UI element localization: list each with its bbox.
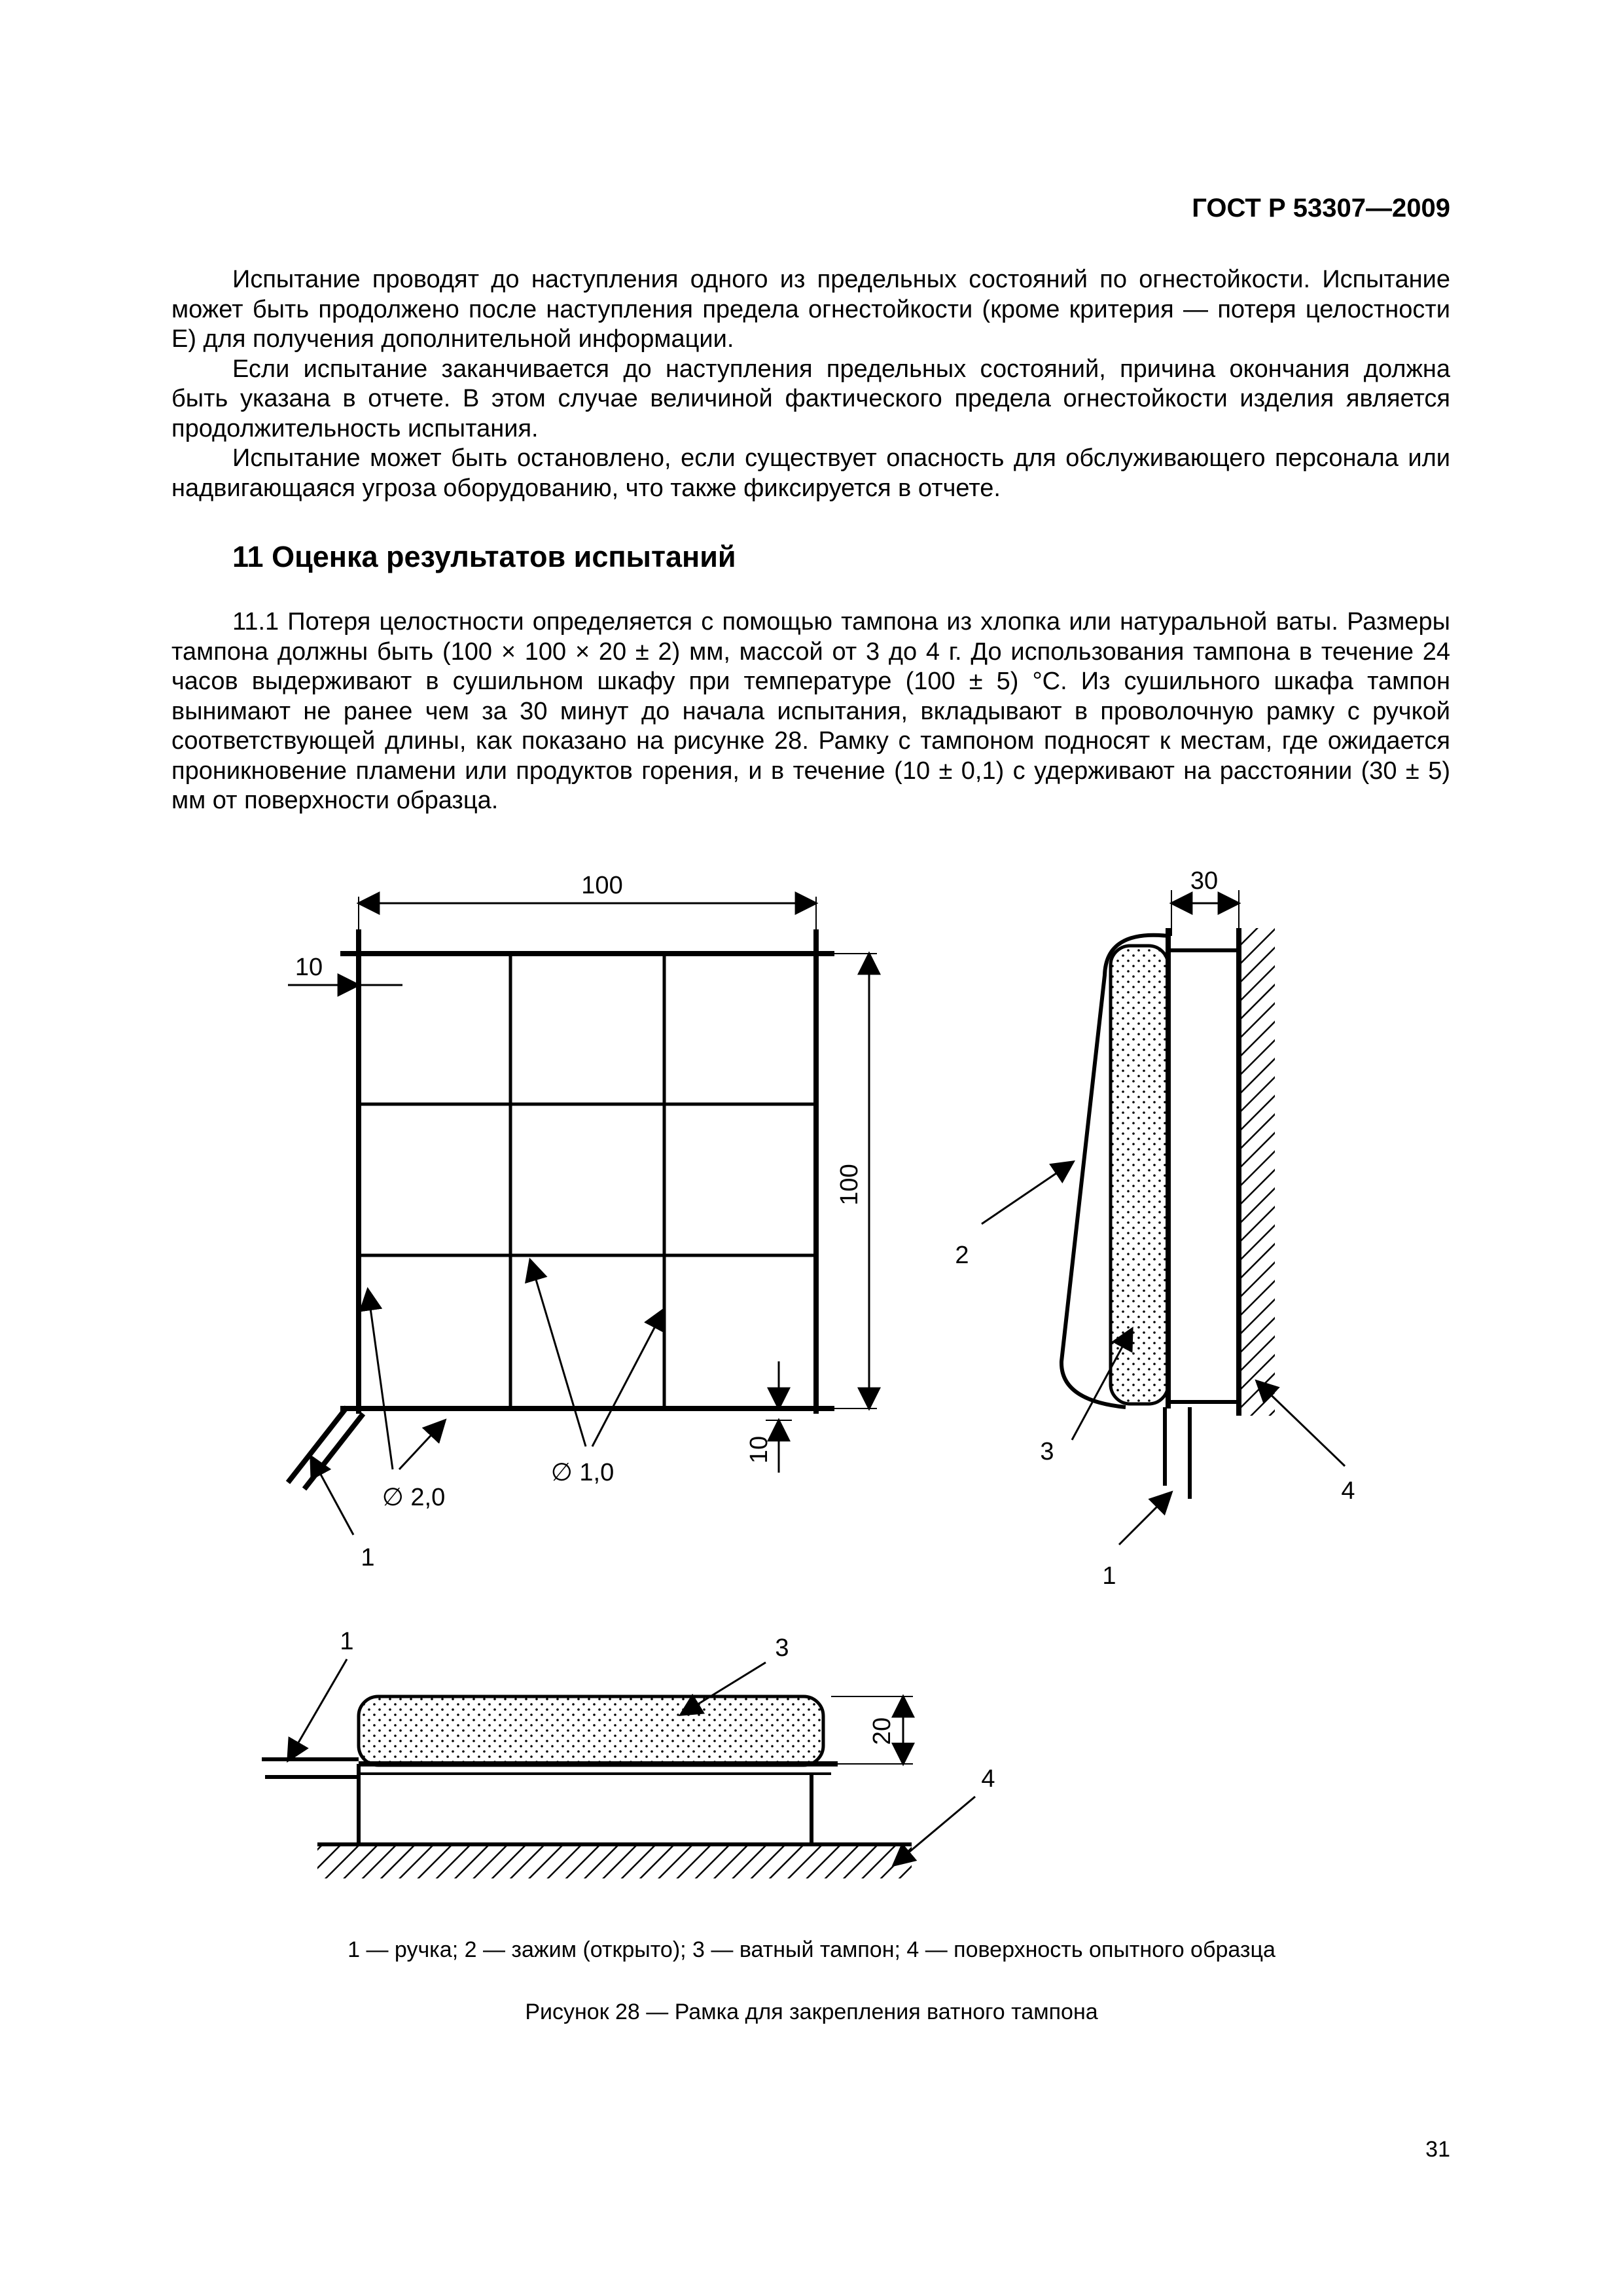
document-code: ГОСТ Р 53307—2009 (1192, 194, 1450, 223)
callout-4-bottom: 4 (981, 1765, 995, 1793)
paragraph: Если испытание заканчивается до наступления предельных состояний, причина окончания должна быть указана в отчете. В этом случае величиной фактического предела огнестойкости изделия является продолжительность испытания. (171, 355, 1450, 442)
dim-height-label: 100 (836, 1164, 863, 1206)
callout-3-bottom: 3 (775, 1634, 789, 1662)
paragraph: 11.1 Потеря целостности определяется с помощью тампона из хлопка или натуральной ваты. Размеры тампона должны быть (100 × 100 × 20 ± 2) мм, массой от 3 до 4 г. До использования тампона в течение 24 часов выдерживают в сушильном шкафу при температуре (100 ± 5) °С. Из сушильного шкафа тампон вынимают не ранее чем за 30 минут до начала испытания, вкладывают в проволочную рамку с ручкой соответствующей длины, как показано на рисунке 28. Рамку с тампоном подносят к местам, где ожидается проникновение пламени или продуктов горения, и в течение (10 ± 0,1) с удерживают на расстоянии (30 ± 5) мм от поверхности образца. (171, 608, 1450, 814)
figure-legend: 1 — ручка; 2 — зажим (открыто); 3 — ватный тампон; 4 — поверхность опытного образца (348, 1937, 1275, 1962)
dim-margin-bottom-label: 10 (745, 1435, 773, 1464)
wire-thin-label: ∅ 1,0 (550, 1459, 615, 1486)
dim-thickness-label: 20 (868, 1717, 896, 1746)
figure-caption: Рисунок 28 — Рамка для закрепления ватного тампона (525, 2000, 1098, 2024)
callout-1-bottom: 1 (340, 1628, 354, 1655)
callout-4-side: 4 (1341, 1477, 1355, 1505)
front-view (288, 897, 877, 1535)
bottom-view (262, 1659, 975, 1878)
dim-margin-top-label: 10 (294, 954, 323, 981)
callout-1-front: 1 (361, 1544, 375, 1571)
section-heading: 11 Оценка результатов испытаний (232, 540, 736, 573)
page-number: 31 (1425, 2137, 1450, 2162)
paragraph: Испытание может быть остановлено, если существует опасность для обслуживающего персонала или надвигающаяся угроза оборудованию, что также фиксируется в отчете. (171, 444, 1450, 502)
dim-width-label: 100 (581, 872, 623, 899)
callout-3-side: 3 (1040, 1438, 1054, 1465)
side-view (982, 890, 1345, 1545)
callout-2: 2 (955, 1242, 969, 1269)
dim-gap-label: 30 (1190, 867, 1219, 895)
wire-thick-label: ∅ 2,0 (382, 1484, 446, 1511)
paragraph: Испытание проводят до наступления одного из предельных состояний по огнестойкости. Испытание может быть продолжено после наступления предела огнестойкости (кроме критерия — потеря целостности Е) для получения дополнительной информации. (171, 266, 1450, 353)
callout-1-side: 1 (1102, 1562, 1116, 1590)
